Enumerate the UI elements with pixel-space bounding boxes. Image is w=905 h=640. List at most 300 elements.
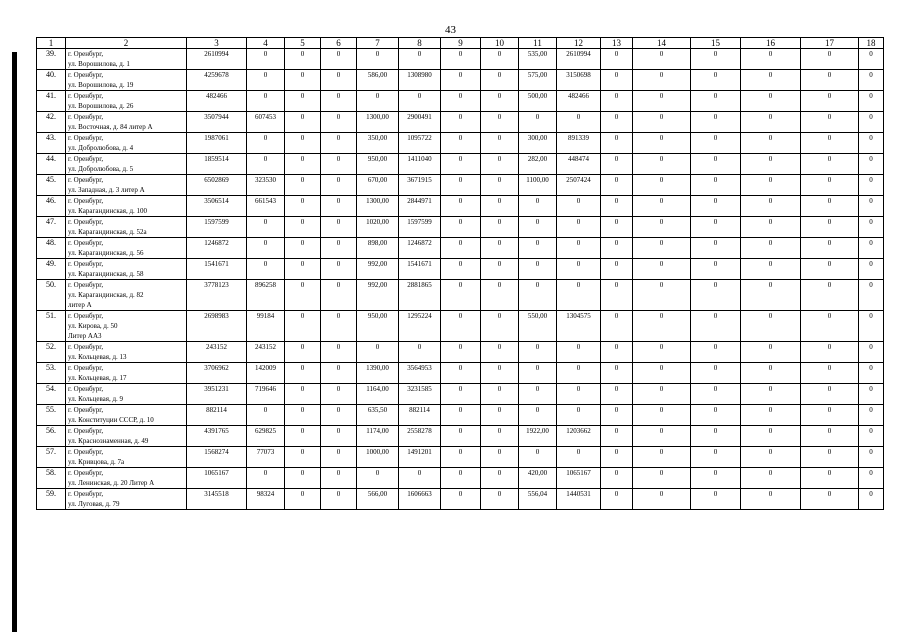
- address-cell: [66, 405, 187, 426]
- value-cell: 0: [633, 311, 691, 342]
- value-cell: 0: [691, 384, 741, 405]
- address-cell: [66, 342, 187, 363]
- address-cell: [66, 280, 187, 311]
- value-cell: 0: [741, 196, 801, 217]
- address-line: ул. Восточная, д. 84 литер А: [68, 123, 153, 131]
- row-number: 45.: [37, 175, 66, 196]
- column-header: 15: [691, 38, 741, 49]
- value-cell: 0: [801, 405, 859, 426]
- value-cell: 0: [801, 280, 859, 311]
- value-cell: 0: [321, 196, 357, 217]
- row-number: 52.: [37, 342, 66, 363]
- value-cell: 0: [321, 405, 357, 426]
- value-cell: 670,00: [357, 175, 399, 196]
- value-cell: 896258: [247, 280, 285, 311]
- value-cell: 0: [441, 154, 481, 175]
- value-cell: 1174,00: [357, 426, 399, 447]
- value-cell: 0: [741, 217, 801, 238]
- value-cell: 575,00: [519, 70, 557, 91]
- address-cell: [66, 154, 187, 175]
- value-cell: 0: [859, 70, 884, 91]
- value-cell: 0: [285, 468, 321, 489]
- value-cell: 0: [321, 384, 357, 405]
- value-cell: 0: [321, 154, 357, 175]
- value-cell: 0: [557, 363, 601, 384]
- table-row: [37, 175, 884, 196]
- value-cell: 1164,00: [357, 384, 399, 405]
- value-cell: 0: [285, 342, 321, 363]
- value-cell: 0: [285, 280, 321, 311]
- value-cell: 0: [601, 405, 633, 426]
- value-cell: 0: [601, 91, 633, 112]
- column-header: 18: [859, 38, 884, 49]
- value-cell: 500,00: [519, 91, 557, 112]
- value-cell: 0: [801, 70, 859, 91]
- value-cell: 0: [481, 363, 519, 384]
- value-cell: 0: [601, 70, 633, 91]
- column-header: 1: [37, 38, 66, 49]
- value-cell: 2558278: [399, 426, 441, 447]
- value-cell: 1987061: [187, 133, 247, 154]
- value-cell: 586,00: [357, 70, 399, 91]
- value-cell: 0: [859, 280, 884, 311]
- column-header: 7: [357, 38, 399, 49]
- value-cell: 0: [633, 238, 691, 259]
- address-line: ул. Кольцевая, д. 17: [68, 374, 127, 382]
- value-cell: 0: [441, 363, 481, 384]
- value-cell: 635,50: [357, 405, 399, 426]
- value-cell: 0: [801, 196, 859, 217]
- value-cell: 0: [285, 91, 321, 112]
- value-cell: 0: [519, 259, 557, 280]
- value-cell: 0: [741, 489, 801, 510]
- value-cell: 300,00: [519, 133, 557, 154]
- value-cell: 482466: [557, 91, 601, 112]
- column-header: 9: [441, 38, 481, 49]
- value-cell: 0: [741, 91, 801, 112]
- value-cell: 0: [859, 489, 884, 510]
- row-number: 42.: [37, 112, 66, 133]
- table-row: [37, 49, 884, 70]
- address-cell: [66, 468, 187, 489]
- value-cell: 1390,00: [357, 363, 399, 384]
- address-line: г. Оренбург,: [68, 134, 104, 142]
- value-cell: 0: [357, 468, 399, 489]
- value-cell: 0: [481, 175, 519, 196]
- row-number: 53.: [37, 363, 66, 384]
- value-cell: 0: [601, 175, 633, 196]
- value-cell: 0: [633, 91, 691, 112]
- value-cell: 0: [247, 49, 285, 70]
- value-cell: 0: [601, 238, 633, 259]
- value-cell: 0: [601, 489, 633, 510]
- value-cell: 0: [519, 112, 557, 133]
- value-cell: 0: [691, 280, 741, 311]
- value-cell: 0: [801, 91, 859, 112]
- address-line: г. Оренбург,: [68, 71, 104, 79]
- value-cell: 0: [633, 468, 691, 489]
- value-cell: 0: [441, 112, 481, 133]
- table-row: [37, 154, 884, 175]
- value-cell: 0: [859, 363, 884, 384]
- value-cell: 0: [859, 426, 884, 447]
- value-cell: 0: [691, 405, 741, 426]
- address-line: г. Оренбург,: [68, 50, 104, 58]
- value-cell: 0: [691, 133, 741, 154]
- address-line: г. Оренбург,: [68, 218, 104, 226]
- address-line: г. Оренбург,: [68, 312, 104, 320]
- value-cell: 0: [741, 175, 801, 196]
- value-cell: 3564953: [399, 363, 441, 384]
- value-cell: 0: [321, 70, 357, 91]
- value-cell: 0: [481, 154, 519, 175]
- value-cell: 0: [691, 426, 741, 447]
- value-cell: 0: [441, 489, 481, 510]
- value-cell: 282,00: [519, 154, 557, 175]
- value-cell: 0: [859, 91, 884, 112]
- value-cell: 1246872: [399, 238, 441, 259]
- value-cell: 0: [741, 112, 801, 133]
- value-cell: 0: [633, 489, 691, 510]
- column-header: 10: [481, 38, 519, 49]
- value-cell: 0: [519, 384, 557, 405]
- value-cell: 0: [633, 280, 691, 311]
- address-line: г. Оренбург,: [68, 469, 104, 477]
- value-cell: 420,00: [519, 468, 557, 489]
- value-cell: 0: [481, 70, 519, 91]
- value-cell: 0: [601, 311, 633, 342]
- value-cell: 0: [691, 363, 741, 384]
- address-cell: [66, 384, 187, 405]
- address-line: ул. Карагандинская, д. 52а: [68, 228, 147, 236]
- address-line: ул. Кривцова, д. 7а: [68, 458, 125, 466]
- column-header: 5: [285, 38, 321, 49]
- value-cell: 0: [519, 405, 557, 426]
- value-cell: 1295224: [399, 311, 441, 342]
- value-cell: 2610994: [187, 49, 247, 70]
- value-cell: 0: [741, 468, 801, 489]
- value-cell: 0: [741, 70, 801, 91]
- value-cell: 1020,00: [357, 217, 399, 238]
- row-number: 51.: [37, 311, 66, 342]
- column-number-row: [37, 38, 884, 49]
- value-cell: 0: [481, 91, 519, 112]
- value-cell: 0: [601, 342, 633, 363]
- value-cell: 0: [633, 405, 691, 426]
- column-header: 8: [399, 38, 441, 49]
- value-cell: 0: [633, 175, 691, 196]
- value-cell: 0: [321, 489, 357, 510]
- address-cell: [66, 91, 187, 112]
- row-number: 46.: [37, 196, 66, 217]
- value-cell: 882114: [399, 405, 441, 426]
- value-cell: 0: [801, 468, 859, 489]
- value-cell: 0: [557, 280, 601, 311]
- value-cell: 0: [519, 363, 557, 384]
- value-cell: 448474: [557, 154, 601, 175]
- address-line: г. Оренбург,: [68, 343, 104, 351]
- address-line: Литер АА3: [68, 332, 102, 340]
- value-cell: 0: [859, 112, 884, 133]
- value-cell: 2900491: [399, 112, 441, 133]
- value-cell: 0: [321, 280, 357, 311]
- value-cell: 0: [633, 154, 691, 175]
- value-cell: 0: [741, 363, 801, 384]
- value-cell: 0: [801, 447, 859, 468]
- value-cell: 0: [633, 70, 691, 91]
- value-cell: 1411040: [399, 154, 441, 175]
- value-cell: 0: [285, 196, 321, 217]
- value-cell: 535,00: [519, 49, 557, 70]
- value-cell: 1246872: [187, 238, 247, 259]
- table-row: [37, 311, 884, 342]
- value-cell: 0: [481, 426, 519, 447]
- value-cell: 0: [519, 447, 557, 468]
- value-cell: 0: [741, 311, 801, 342]
- value-cell: 882114: [187, 405, 247, 426]
- value-cell: 0: [285, 447, 321, 468]
- value-cell: 0: [859, 311, 884, 342]
- value-cell: 0: [321, 447, 357, 468]
- value-cell: 0: [481, 217, 519, 238]
- column-header: 12: [557, 38, 601, 49]
- table-row: [37, 217, 884, 238]
- address-line: ул. Добролюбова, д. 5: [68, 165, 134, 173]
- value-cell: 0: [285, 426, 321, 447]
- value-cell: 0: [741, 133, 801, 154]
- value-cell: 0: [741, 154, 801, 175]
- address-line: г. Оренбург,: [68, 260, 104, 268]
- value-cell: 3231585: [399, 384, 441, 405]
- value-cell: 3706962: [187, 363, 247, 384]
- value-cell: 0: [321, 426, 357, 447]
- address-line: ул. Луговая, д. 79: [68, 500, 120, 508]
- value-cell: 0: [601, 426, 633, 447]
- address-cell: [66, 311, 187, 342]
- address-line: ул. Кирова, д. 50: [68, 322, 118, 330]
- row-number: 48.: [37, 238, 66, 259]
- address-line: г. Оренбург,: [68, 385, 104, 393]
- value-cell: 0: [399, 91, 441, 112]
- value-cell: 0: [741, 280, 801, 311]
- value-cell: 0: [285, 112, 321, 133]
- table-row: [37, 468, 884, 489]
- value-cell: 0: [801, 342, 859, 363]
- value-cell: 0: [691, 311, 741, 342]
- value-cell: 0: [399, 468, 441, 489]
- value-cell: 0: [481, 196, 519, 217]
- value-cell: 0: [441, 280, 481, 311]
- value-cell: 0: [321, 49, 357, 70]
- table-row: [37, 447, 884, 468]
- address-line: ул. Кольцевая, д. 13: [68, 353, 127, 361]
- value-cell: 0: [519, 196, 557, 217]
- value-cell: 98324: [247, 489, 285, 510]
- value-cell: 3951231: [187, 384, 247, 405]
- value-cell: 0: [321, 133, 357, 154]
- value-cell: 0: [691, 91, 741, 112]
- value-cell: 3506514: [187, 196, 247, 217]
- table-row: [37, 238, 884, 259]
- value-cell: 0: [633, 426, 691, 447]
- table-row: [37, 133, 884, 154]
- value-cell: 3507944: [187, 112, 247, 133]
- value-cell: 0: [601, 133, 633, 154]
- value-cell: 0: [357, 49, 399, 70]
- row-number: 59.: [37, 489, 66, 510]
- row-number: 55.: [37, 405, 66, 426]
- address-line: г. Оренбург,: [68, 427, 104, 435]
- value-cell: 0: [247, 91, 285, 112]
- value-cell: 0: [633, 112, 691, 133]
- table-row: [37, 196, 884, 217]
- value-cell: 0: [481, 489, 519, 510]
- value-cell: 1100,00: [519, 175, 557, 196]
- address-line: ул. Карагандинская, д. 82: [68, 291, 144, 299]
- value-cell: 0: [441, 49, 481, 70]
- value-cell: 1606663: [399, 489, 441, 510]
- address-cell: [66, 133, 187, 154]
- value-cell: 950,00: [357, 311, 399, 342]
- value-cell: 0: [321, 175, 357, 196]
- address-cell: [66, 175, 187, 196]
- address-line: ул. Карагандинская, д. 100: [68, 207, 148, 215]
- value-cell: 323530: [247, 175, 285, 196]
- row-number: 56.: [37, 426, 66, 447]
- value-cell: 0: [321, 217, 357, 238]
- value-cell: 556,04: [519, 489, 557, 510]
- value-cell: 0: [441, 468, 481, 489]
- value-cell: 1304575: [557, 311, 601, 342]
- value-cell: 1440531: [557, 489, 601, 510]
- value-cell: 0: [557, 259, 601, 280]
- address-line: г. Оренбург,: [68, 155, 104, 163]
- row-number: 41.: [37, 91, 66, 112]
- value-cell: 992,00: [357, 280, 399, 311]
- value-cell: 2881865: [399, 280, 441, 311]
- value-cell: 1541671: [187, 259, 247, 280]
- address-cell: [66, 196, 187, 217]
- address-line: г. Оренбург,: [68, 197, 104, 205]
- value-cell: 0: [285, 217, 321, 238]
- value-cell: 0: [321, 311, 357, 342]
- value-cell: 0: [321, 259, 357, 280]
- value-cell: 891339: [557, 133, 601, 154]
- address-line: г. Оренбург,: [68, 406, 104, 414]
- value-cell: 0: [691, 70, 741, 91]
- value-cell: 0: [441, 91, 481, 112]
- value-cell: 0: [741, 49, 801, 70]
- value-cell: 0: [481, 112, 519, 133]
- value-cell: 3145518: [187, 489, 247, 510]
- value-cell: 0: [859, 405, 884, 426]
- value-cell: 898,00: [357, 238, 399, 259]
- value-cell: 992,00: [357, 259, 399, 280]
- address-cell: [66, 49, 187, 70]
- value-cell: 2610994: [557, 49, 601, 70]
- value-cell: 950,00: [357, 154, 399, 175]
- address-line: ул. Конституции СССР, д. 10: [68, 416, 154, 424]
- value-cell: 661543: [247, 196, 285, 217]
- value-cell: 0: [859, 447, 884, 468]
- value-cell: 0: [441, 175, 481, 196]
- value-cell: 3150698: [557, 70, 601, 91]
- value-cell: 0: [481, 259, 519, 280]
- value-cell: 2844971: [399, 196, 441, 217]
- value-cell: 4259678: [187, 70, 247, 91]
- value-cell: 0: [859, 133, 884, 154]
- value-cell: 0: [801, 259, 859, 280]
- value-cell: 0: [285, 259, 321, 280]
- value-cell: 0: [285, 133, 321, 154]
- value-cell: 0: [801, 217, 859, 238]
- value-cell: 1300,00: [357, 112, 399, 133]
- value-cell: 1859514: [187, 154, 247, 175]
- value-cell: 0: [691, 154, 741, 175]
- value-cell: 1597599: [187, 217, 247, 238]
- value-cell: 0: [741, 426, 801, 447]
- value-cell: 607453: [247, 112, 285, 133]
- value-cell: 0: [557, 405, 601, 426]
- value-cell: 0: [557, 217, 601, 238]
- row-number: 49.: [37, 259, 66, 280]
- value-cell: 6502869: [187, 175, 247, 196]
- value-cell: 0: [633, 342, 691, 363]
- value-cell: 0: [247, 217, 285, 238]
- value-cell: 0: [801, 133, 859, 154]
- address-line: ул. Кольцевая, д. 9: [68, 395, 124, 403]
- value-cell: 0: [247, 70, 285, 91]
- value-cell: 0: [859, 196, 884, 217]
- column-header: 2: [66, 38, 187, 49]
- value-cell: 0: [247, 133, 285, 154]
- value-cell: 0: [741, 342, 801, 363]
- value-cell: 0: [633, 363, 691, 384]
- value-cell: 0: [285, 175, 321, 196]
- column-header: 16: [741, 38, 801, 49]
- value-cell: 482466: [187, 91, 247, 112]
- value-cell: 0: [601, 49, 633, 70]
- value-cell: 4391765: [187, 426, 247, 447]
- address-line: ул. Ворошилова, д. 19: [68, 81, 134, 89]
- value-cell: 0: [859, 49, 884, 70]
- value-cell: 0: [859, 238, 884, 259]
- page-number: 43: [445, 24, 456, 36]
- value-cell: 0: [601, 363, 633, 384]
- value-cell: 0: [441, 133, 481, 154]
- value-cell: 0: [601, 217, 633, 238]
- column-header: 11: [519, 38, 557, 49]
- value-cell: 0: [557, 196, 601, 217]
- value-cell: 0: [441, 447, 481, 468]
- value-cell: 2698983: [187, 311, 247, 342]
- value-cell: 1922,00: [519, 426, 557, 447]
- value-cell: 0: [601, 112, 633, 133]
- row-number: 54.: [37, 384, 66, 405]
- value-cell: 243152: [187, 342, 247, 363]
- value-cell: 0: [691, 112, 741, 133]
- value-cell: 0: [801, 238, 859, 259]
- address-line: г. Оренбург,: [68, 490, 104, 498]
- address-line: литер А: [68, 301, 92, 309]
- address-cell: [66, 259, 187, 280]
- value-cell: 0: [441, 70, 481, 91]
- value-cell: 0: [741, 238, 801, 259]
- table-body: [37, 49, 884, 510]
- row-number: 58.: [37, 468, 66, 489]
- value-cell: 1203662: [557, 426, 601, 447]
- value-cell: 0: [285, 70, 321, 91]
